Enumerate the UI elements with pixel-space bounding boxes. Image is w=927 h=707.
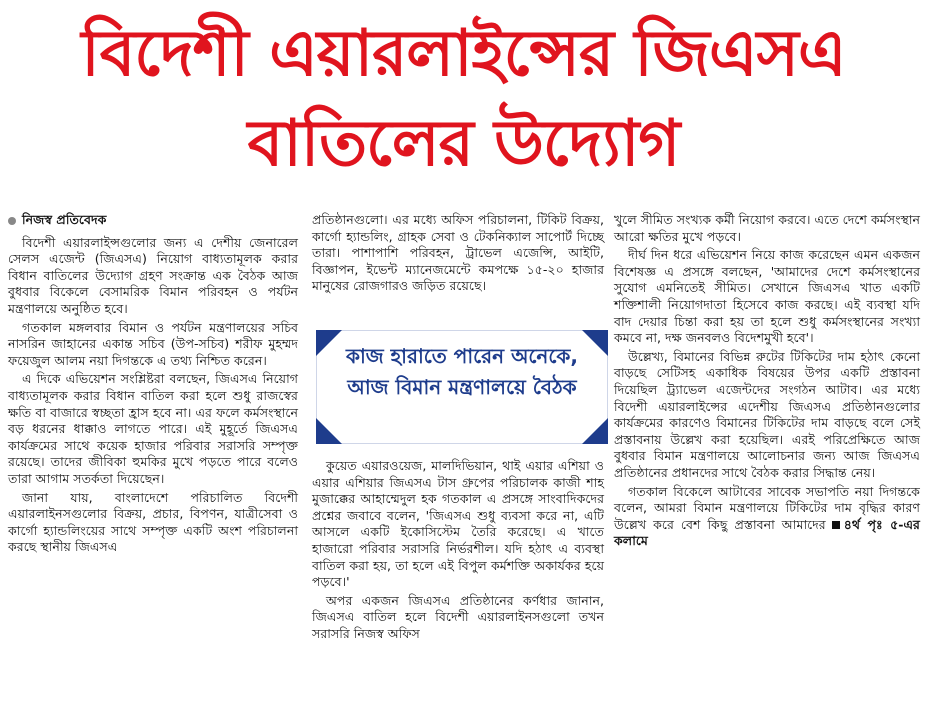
paragraph: অপর একজন জিএসএ প্রতিষ্ঠানের কর্ণধার জানান, জিএসএ বাতিল হলে বিদেশী এয়ারলাইনসগুলো তখন সরাসরি নিজস্ব অফিস [312,592,604,641]
bullet-icon [8,217,16,225]
continuation-text: ৪র্থ পৃঃ ৫-এর কলামে [614,516,920,549]
paragraph: দীর্ঘ দিন ধরে এভিয়েশন নিয়ে কাজ করেছেন এমন একজন বিশেষজ্ঞ এ প্রসঙ্গে বলছেন, 'আমাদের দেশে কর্মসংস্থানের সুযোগ এমনিতেই সীমিত। সেখানে জিএসএ খাত একটি শক্তিশালী নিয়োগদাতা হিসেবে কাজ করছে। এই ব্যবস্থা যদি বাদ দেয়ার চিন্তা করা হয় তা হলে শুধু কর্মসংস্থানের সংখ্যা কমবে না, দক্ষ জনবলও বিদেশমুখী হবে'। [614,247,920,346]
paragraph: উল্লেখ্য, বিমানের বিভিন্ন রুটের টিকিটের দাম হঠাৎ কেনো বাড়ছে সেটিসহ একাধিক বিষয়ের উপর একটি প্রস্তাবনা দিয়েছিল ট্র্যাভেল এজেন্টদের সংগঠন আটাব। এর মধ্যে বিদেশী এয়ারলাইন্সের এদেশীয় জিএসএ প্রতিষ্ঠানগুলোর কার্যক্রমের কারণেও বিমানের টিকিটের দাম বাড়ছে বলে সেই প্রস্তাবনায় উল্লেখ করা হয়েছিল। এরই পরিপ্রেক্ষিতে আজ বুধবার বিমান মন্ত্রণালয়ে আলোচনার জন্য আজ জিএসএ প্রতিষ্ঠানের প্রধানদের সাথে বৈঠক করার সিদ্ধান্ত নেয়। [614,348,920,480]
headline-line-2: বাতিলের উদ্যোগ [247,107,680,181]
article-column-1 [8,212,298,558]
corner-ornament [316,418,342,444]
article-column-2-bottom [312,458,604,645]
byline [8,212,298,229]
paragraph: বিদেশী এয়ারলাইন্সগুলোর জন্য এ দেশীয় জেনারেল সেলস এজেন্ট (জিএসএ) নিয়োগ বাধ্যতামূলক করার বিধান বাতিলের উদ্যোগ গ্রহণ সংক্রান্ত এক বৈঠক আজ বুধবার বিকেলে বেসামরিক বিমান পরিবহন ও পর্যটন মন্ত্রণালয়ে অনুষ্ঠিত হবে। [8,234,298,316]
paragraph: কুয়েত এয়ারওয়েজ, মালদিভিয়ান, থাই এয়ার এশিয়া ও এয়ার এশিয়ার জিএসএ টাস গ্রুপের পরিচালক কাজী শাহ মুজাক্কের আহাম্মেদুল হক গতকাল এ প্রসঙ্গে সাংবাদিকদের প্রশ্নের জবাবে বলেন, 'জিএসএ শুধু ব্যবসা করে না, এটি আসলে একটি ইকোসিস্টেম তৈরি করেছে। এ খাতে হাজারো পরিবার সরাসরি নির্ভরশীল। যদি হঠাৎ এ ব্যবস্থা বাতিল করা হয়, তা হলে এই বিপুল কর্মশক্তি অকার্যকর হয়ে পড়বে।' [312,458,604,590]
pull-quote-box [316,330,608,444]
paragraph: এ দিকে এভিয়েশন সংশ্লিষ্টরা বলছেন, জিএসএ নিয়োগ বাধ্যতামূলক করার বিধান বাতিল করা হলে শুধু রাজস্বের ক্ষতি বা বাজারে স্বচ্ছতা হ্রাস হবে না। এর ফলে কর্মসংস্থানে বড় ধরনের ধাক্কাও লাগতে পারে। এই মুহূর্তে জিএসএ কার্যক্রমের সাথে কয়েক হাজার পরিবার সরাসরি সম্পৃক্ত রয়েছে। তাদের জীবিকা হুমকির মুখে পড়তে পারে বলেও তারা আগাম সতর্কতা দিয়েছেন। [8,371,298,486]
square-icon [832,521,840,529]
paragraph-text: গতকাল বিকেলে আটাবের সাবেক সভাপতি নয়া দিগন্তকে বলেন, আমরা বিমান মন্ত্রণালয়ে টিকিটের দাম বৃদ্ধির কারণ উল্লেখ করে বেশ কিছু প্রস্তাবনা আমাদের [614,483,920,532]
paragraph: জানা যায়, বাংলাদেশে পরিচালিত বিদেশী এয়ারলাইনসগুলোর বিক্রয়, প্রচার, বিপণন, যাত্রীসেবা ও কার্গো হ্যান্ডলিংয়ের সাথে সম্পৃক্ত একটি অংশ পরিচালনা করছে স্থানীয় জিএসএ [8,489,298,555]
paragraph [614,484,920,550]
article-column-2-top [312,212,604,297]
article-column-3 [614,212,920,552]
corner-ornament [582,418,608,444]
headline-line-1: বিদেশী এয়ারলাইন্সের জিএসএ [81,17,846,91]
byline-text: নিজস্ব প্রতিবেদক [22,212,107,227]
paragraph: প্রতিষ্ঠানগুলো। এর মধ্যে অফিস পরিচালনা, টিকিট বিক্রয়, কার্গো হ্যান্ডলিং, গ্রাহক সেবা ও টেকনিক্যাল সাপোর্ট দিচ্ছে তারা। পাশাপাশি পরিবহন, ট্রাভেল এজেন্সি, আইটি, বিজ্ঞাপন, ইভেন্ট ম্যানেজমেন্টে কমপক্ষে ১৫-২০ হাজার মানুষের রোজগারও জড়িত রয়েছে। [312,212,604,294]
paragraph: খুলে সীমিত সংখ্যক কর্মী নিয়োগ করবে। এতে দেশে কর্মসংস্থান আরো ক্ষতির মুখে পড়বে। [614,212,920,244]
pull-quote-text: কাজ হারাতে পারেন অনেকে, আজ বিমান মন্ত্রণালয়ে বৈঠক [346,344,578,399]
paragraph: গতকাল মঙ্গলবার বিমান ও পর্যটন মন্ত্রণালয়ের সচিব নাসরিন জাহানের একান্ত সচিব (উপ-সচিব) শরীফ মুহম্মদ ফয়েজুল আলম নয়া দিগন্তকে এ তথ্য নিশ্চিত করেন। [8,319,298,368]
